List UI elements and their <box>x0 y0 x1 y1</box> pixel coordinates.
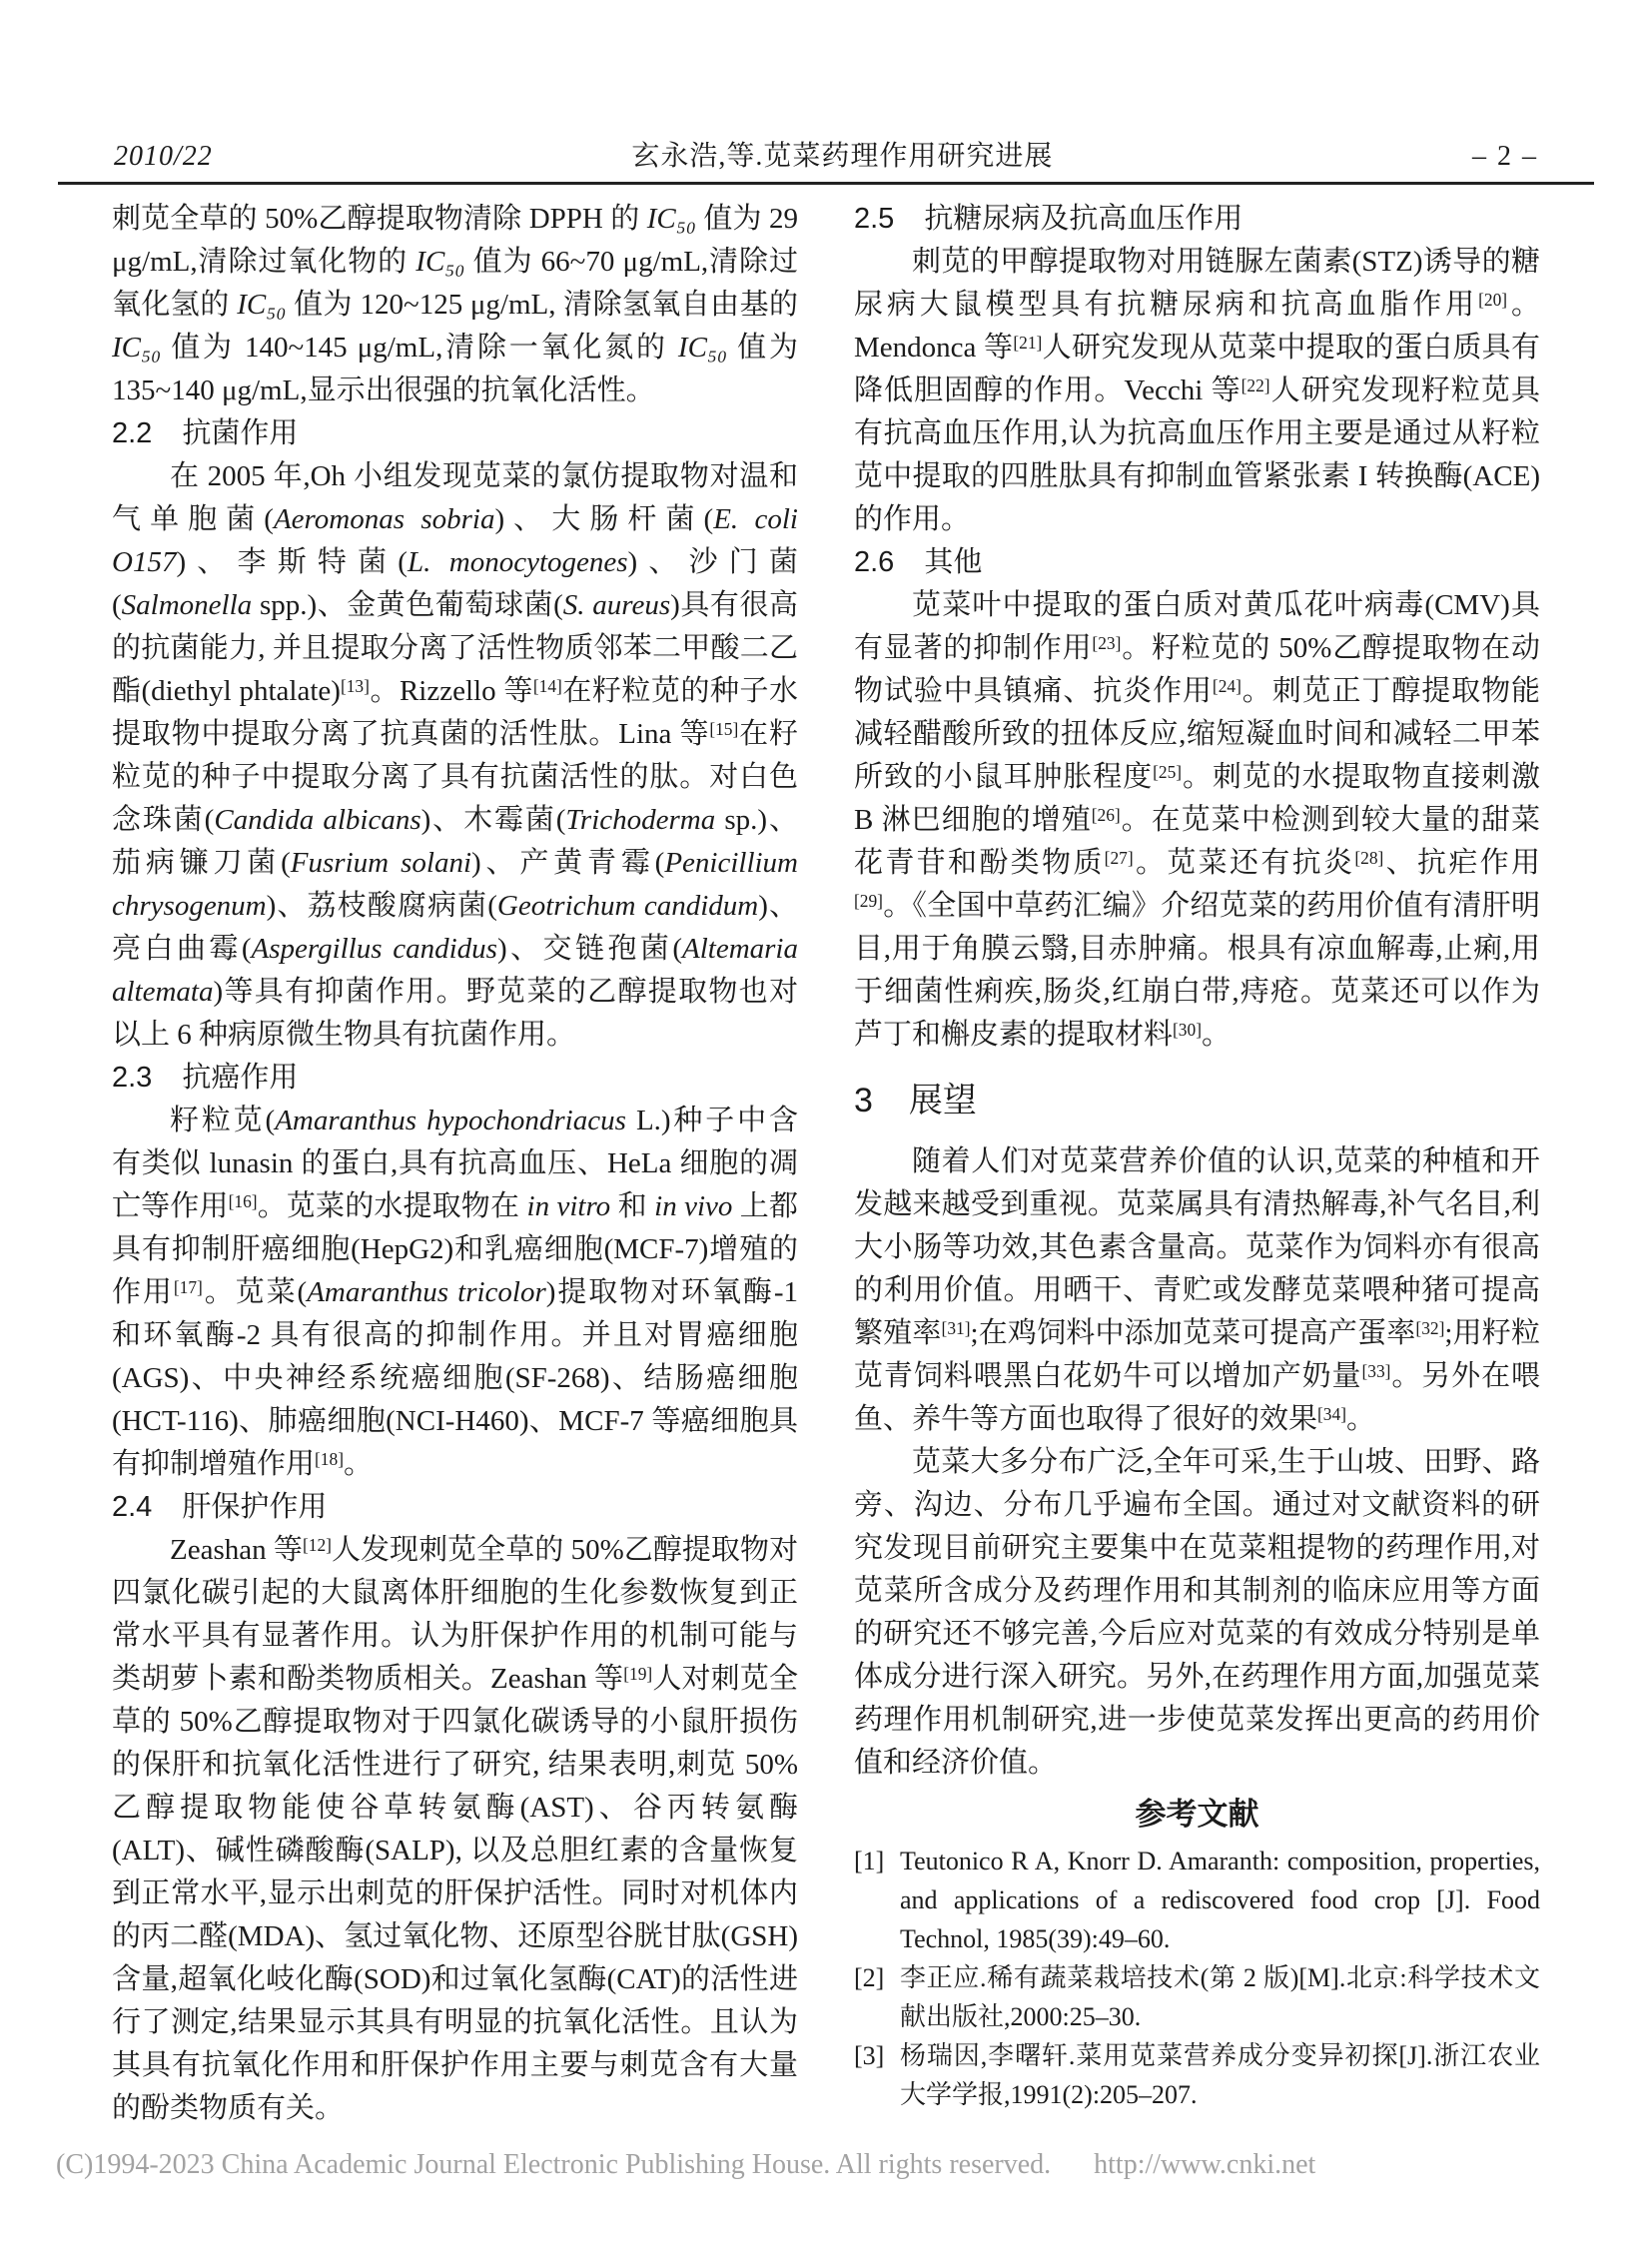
paragraph-anticancer: 籽粒苋(Amaranthus hypochondriacus L.)种子中含有类似 lunasin 的蛋白,具有抗高血压、HeLa 细胞的凋亡等作用[16]。苋菜的水提取物在 in vitro 和 in vivo 上都具有抑制肝癌细胞(HepG2)和乳癌细胞(MCF-7)增殖的作用[17]。苋菜(Amaranthus tricolor)提取物对环氧酶-1 和环氧酶-2 具有很高的抑制作用。并且对胃癌细胞(AGS)、中央神经系统癌细胞(SF-268)、结肠癌细胞(HCT-116)、肺癌细胞(NCI-H460)、MCF-7 等癌细胞具有抑制增殖作用[18]。 <box>112 1105 798 1480</box>
article-body <box>112 198 1540 2130</box>
section-title: 其他 <box>924 546 983 578</box>
page-number: – 2 – <box>1471 141 1538 172</box>
paragraph-outlook-1: 随着人们对苋菜营养价值的认识,苋菜的种植和开发越来越受到重视。苋菜属具有清热解毒,补气名目,利大小肠等功效,其色素含量高。苋菜作为饲料亦有很高的利用价值。用晒干、青贮或发酵苋菜喂种猪可提高繁殖率[31];在鸡饲料中添加苋菜可提高产蛋率[32];用籽粒苋青饲料喂黑白花奶牛可以增加产奶量[33]。另外在喂鱼、养牛等方面也取得了很好的效果[34]。 <box>854 1145 1540 1435</box>
paragraph-other-effects: 苋菜叶中提取的蛋白质对黄瓜花叶病毒(CMV)具有显著的抑制作用[23]。籽粒苋的 50%乙醇提取物在动物试验中具镇痛、抗炎作用[24]。刺苋正丁醇提取物能减轻醋酸所致的扭体反应,缩短凝血时间和减轻二甲苯所致的小鼠耳肿胀程度[25]。刺苋的水提取物直接刺激 B 淋巴细胞的增殖[26]。在苋菜中检测到较大量的甜菜花青苷和酚类物质[27]。苋菜还有抗炎[28]、抗疟作用[29]。《全国中草药汇编》介绍苋菜的药用价值有清肝明目,用于角膜云翳,目赤肿痛。根具有凉血解毒,止痢,用于细菌性痢疾,肠炎,红崩白带,痔疮。苋菜还可以作为芦丁和槲皮素的提取材料[30]。 <box>854 589 1540 1051</box>
section-title: 抗菌作用 <box>182 417 299 449</box>
paragraph-antidiabetic: 刺苋的甲醇提取物对用链脲左菌素(STZ)诱导的糖尿病大鼠模型具有抗糖尿病和抗高血脂作用[20]。Mendonca 等[21]人研究发现从苋菜中提取的蛋白质具有降低胆固醇的作用。Vecchi 等[22]人研究发现籽粒苋具有抗高血压作用,认为抗高血压作用主要是通过从籽粒苋中提取的四胜肽具有抑制血管紧张素 I 转换酶(ACE)的作用。 <box>854 246 1540 535</box>
reference-text: 李正应.稀有蔬菜栽培技术(第 2 版)[M].北京:科学技术文献出版社,2000:25–30. <box>900 1963 1540 2031</box>
section-title: 抗糖尿病及抗高血压作用 <box>924 203 1243 235</box>
left-column <box>112 198 798 2130</box>
section-title: 展望 <box>908 1082 977 1120</box>
reference-item-3 <box>854 2036 1540 2114</box>
paragraph-hepatoprotective: Zeashan 等[12]人发现刺苋全草的 50%乙醇提取物对四氯化碳引起的大鼠离体肝细胞的生化参数恢复到正常水平具有显著作用。认为肝保护作用的机制可能与类胡萝卜素和酚类物质相关。Zeashan 等[19]人对刺苋全草的 50%乙醇提取物对于四氯化碳诱导的小鼠肝损伤的保肝和抗氧化活性进行了研究, 结果表明,刺苋 50%乙醇提取物能使谷草转氨酶(AST)、谷丙转氨酶(ALT)、碱性磷酸酶(SALP), 以及总胆红素的含量恢复到正常水平,显示出刺苋的肝保护活性。同时对机体内的丙二醛(MDA)、氢过氧化物、还原型谷胱甘肽(GSH)含量,超氧化岐化酶(SOD)和过氧化氢酶(CAT)的活性进行了测定,结果显示其具有明显的抗氧化活性。且认为其具有抗氧化作用和肝保护作用主要与刺苋含有大量的酚类物质有关。 <box>112 1534 798 2124</box>
paragraph-antioxidant: 刺苋全草的 50%乙醇提取物清除 DPPH 的 IC₅₀ 值为 29 μg/mL,清除过氧化物的 IC₅₀ 值为 66~70 μg/mL,清除过氧化氢的 IC₅₀ 值为 120~125 μg/mL, 清除氢氧自由基的 IC₅₀ 值为 140~145 μg/mL,清除一氧化氮的 IC₅₀ 值为 135~140 μg/mL,显示出很强的抗氧化活性。 <box>112 203 798 406</box>
section-heading-2-4 <box>112 1486 798 1529</box>
section-heading-2-3 <box>112 1057 798 1100</box>
paragraph-antibacterial: 在 2005 年,Oh 小组发现苋菜的氯仿提取物对温和气单胞菌(Aeromonas sobria)、大肠杆菌(E. coli O157)、李斯特菌(L. monocytogenes)、沙门菌(Salmonella spp.)、金黄色葡萄球菌(S. aureus)具有很高的抗菌能力, 并且提取分离了活性物质邻苯二甲酸二乙酯(diethyl phtalate)[13]。Rizzello 等[14]在籽粒苋的种子水提取物中提取分离了抗真菌的活性肽。Lina 等[15]在籽粒苋的种子中提取分离了具有抗菌活性的肽。对白色念珠菌(Candida albicans)、木霉菌(Trichoderma sp.)、茄病镰刀菌(Fusrium solani)、产黄青霉(Penicillium chrysogenum)、荔枝酸腐病菌(Geotrichum candidum)、亮白曲霉(Aspergillus candidus)、交链孢菌(Altemaria altemata)等具有抑菌作用。野苋菜的乙醇提取物也对以上 6 种病原微生物具有抗菌作用。 <box>112 460 798 1051</box>
section-number: 3 <box>854 1082 873 1120</box>
section-title: 肝保护作用 <box>182 1491 328 1523</box>
section-number: 2.4 <box>112 1491 153 1523</box>
section-heading-3-outlook <box>854 1081 1540 1120</box>
reference-label: [2] <box>854 1963 885 1992</box>
reference-item-1 <box>854 1842 1540 1958</box>
section-heading-2-6 <box>854 541 1540 584</box>
section-title: 抗癌作用 <box>182 1062 299 1094</box>
reference-item-2 <box>854 1958 1540 2036</box>
section-number: 2.3 <box>112 1062 153 1094</box>
journal-issue: 2010/22 <box>114 141 213 172</box>
page-header <box>114 134 1538 174</box>
header-rule <box>58 182 1594 185</box>
right-column <box>854 198 1540 2130</box>
cnki-url: http://www.cnki.net <box>1094 2149 1316 2180</box>
reference-text: 杨瑞因,李曙轩.菜用苋菜营养成分变异初探[J].浙江农业大学学报,1991(2):205–207. <box>900 2041 1540 2109</box>
section-number: 2.2 <box>112 417 153 449</box>
section-number: 2.6 <box>854 546 895 578</box>
section-heading-2-2 <box>112 412 798 455</box>
running-title: 玄永浩,等.苋菜药理作用研究进展 <box>631 141 1054 172</box>
section-heading-2-5 <box>854 198 1540 241</box>
cnki-copyright-footer <box>56 2149 1598 2181</box>
reference-label: [3] <box>854 2041 885 2070</box>
reference-text: Teutonico R A, Knorr D. Amaranth: composition, properties, and applications of a rediscovered food crop [J]. Food Technol, 1985(39):49–60. <box>900 1847 1540 1953</box>
section-number: 2.5 <box>854 203 895 235</box>
copyright-text: (C)1994-2023 China Academic Journal Electronic Publishing House. All rights reserved. <box>56 2149 1052 2180</box>
paragraph-outlook-2: 苋菜大多分布广泛,全年可采,生于山坡、田野、路旁、沟边、分布几乎遍布全国。通过对文献资料的研究发现目前研究主要集中在苋菜粗提物的药理作用,对苋菜所含成分及药理作用和其制剂的临床应用等方面的研究还不够完善,今后应对苋菜的有效成分特别是单体成分进行深入研究。另外,在药理作用方面,加强苋菜药理作用机制研究,进一步使苋菜发挥出更高的药用价值和经济价值。 <box>854 1446 1540 1779</box>
reference-label: [1] <box>854 1847 885 1875</box>
references-heading: 参考文献 <box>1135 1797 1259 1832</box>
